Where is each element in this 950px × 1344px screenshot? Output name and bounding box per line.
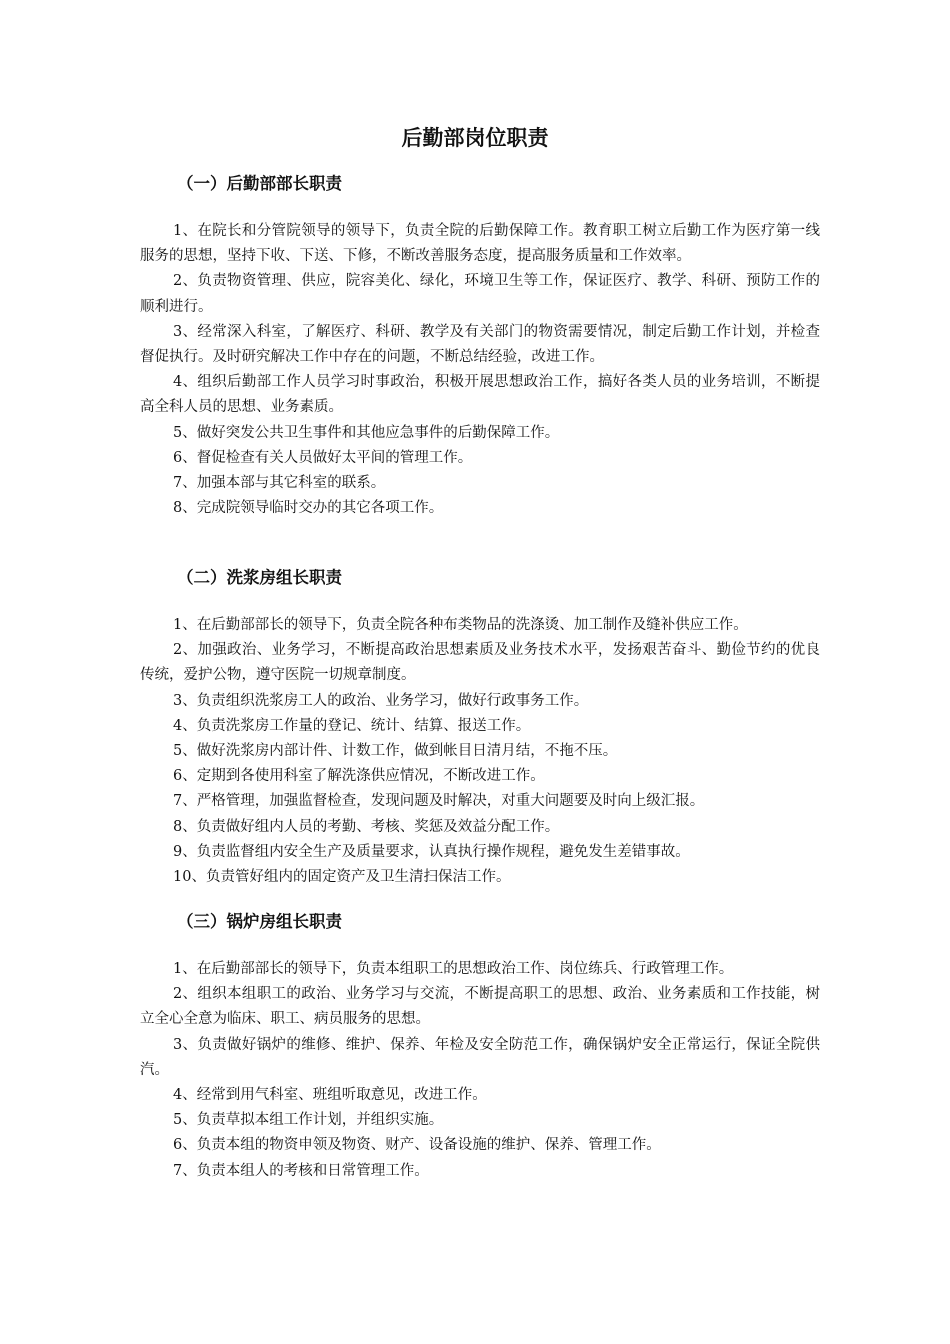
duty-item: 7、严格管理，加强监督检查，发现问题及时解决，对重大问题要及时向上级汇报。: [173, 793, 705, 810]
duty-item: 3、负责做好锅炉的维修、维护、保养、年检及安全防范工作，确保锅炉安全正常运行，保证全院供汽。: [140, 1036, 820, 1078]
duty-item: 3、经常深入科室，了解医疗、科研、教学及有关部门的物资需要情况，制定后勤工作计划，并检查督促执行。及时研究解决工作中存在的问题，不断总结经验，改进工作。: [140, 323, 820, 366]
section-heading: （二）洗浆房组长职责: [177, 568, 342, 587]
document-title: 后勤部岗位职责: [401, 125, 549, 150]
duty-item: 1、在后勤部部长的领导下，负责本组职工的思想政治工作、岗位练兵、行政管理工作。: [173, 961, 734, 977]
duty-item: 4、负责洗浆房工作量的登记、统计、结算、报送工作。: [173, 717, 531, 734]
duty-item: 2、组织本组职工的政治、业务学习与交流，不断提高职工的思想、政治、业务素质和工作技能，树立全心全意为临床、职工、病员服务的思想。: [140, 986, 820, 1028]
duty-item: 4、组织后勤部工作人员学习时事政治，积极开展思想政治工作，搞好各类人员的业务培训，不断提高全科人员的思想、业务素质。: [140, 374, 820, 416]
section-director-duties: [140, 172, 820, 521]
duty-item: 1、在后勤部部长的领导下，负责全院各种布类物品的洗涤烫、加工制作及缝补供应工作。: [173, 617, 748, 633]
section-laundry-leader-duties: [140, 566, 820, 890]
duty-list: [140, 613, 820, 890]
duty-item: 6、督促检查有关人员做好太平间的管理工作。: [173, 449, 473, 466]
duty-item: 7、负责本组人的考核和日常管理工作。: [173, 1162, 429, 1179]
section-heading: （一）后勤部部长职责: [177, 174, 342, 193]
duty-item: 7、加强本部与其它科室的联系。: [173, 475, 386, 492]
duty-item: 5、做好洗浆房内部计件、计数工作，做到帐目日清月结，不拖不压。: [173, 743, 618, 760]
duty-item: 1、在院长和分管院领导的领导下，负责全院的后勤保障工作。教育职工树立后勤工作为医疗第一线服务的思想，坚持下收、下送、下修，不断改善服务态度，提高服务质量和工作效率。: [140, 223, 820, 265]
duty-item: 2、负责物资管理、供应，院容美化、绿化，环境卫生等工作，保证医疗、教学、科研、预防工作的顺利进行。: [140, 273, 820, 315]
section-boiler-leader-duties: [140, 910, 820, 1184]
duty-list: [140, 219, 820, 521]
duty-item: 8、负责做好组内人员的考勤、考核、奖惩及效益分配工作。: [173, 818, 560, 835]
duty-list: [140, 957, 820, 1184]
duty-item: 2、加强政治、业务学习，不断提高政治思想素质及业务技术水平，发扬艰苦奋斗、勤俭节约的优良传统，爱护公物，遵守医院一切规章制度。: [140, 642, 820, 684]
duty-item: 3、负责组织洗浆房工人的政治、业务学习，做好行政事务工作。: [173, 692, 589, 709]
section-heading: （三）锅炉房组长职责: [177, 912, 342, 931]
duty-item: 5、做好突发公共卫生事件和其他应急事件的后勤保障工作。: [173, 424, 560, 441]
duty-item: 10、负责管好组内的固定资产及卫生清扫保洁工作。: [173, 869, 511, 886]
duty-item: 9、负责监督组内安全生产及质量要求，认真执行操作规程，避免发生差错事故。: [173, 843, 690, 860]
duty-item: 6、定期到各使用科室了解洗涤供应情况，不断改进工作。: [173, 768, 545, 785]
duty-item: 5、负责草拟本组工作计划，并组织实施。: [173, 1112, 444, 1129]
duty-item: 8、完成院领导临时交办的其它各项工作。: [173, 500, 444, 517]
duty-item: 6、负责本组的物资申领及物资、财产、设备设施的维护、保养、管理工作。: [173, 1137, 661, 1154]
duty-item: 4、经常到用气科室、班组听取意见，改进工作。: [173, 1087, 487, 1104]
